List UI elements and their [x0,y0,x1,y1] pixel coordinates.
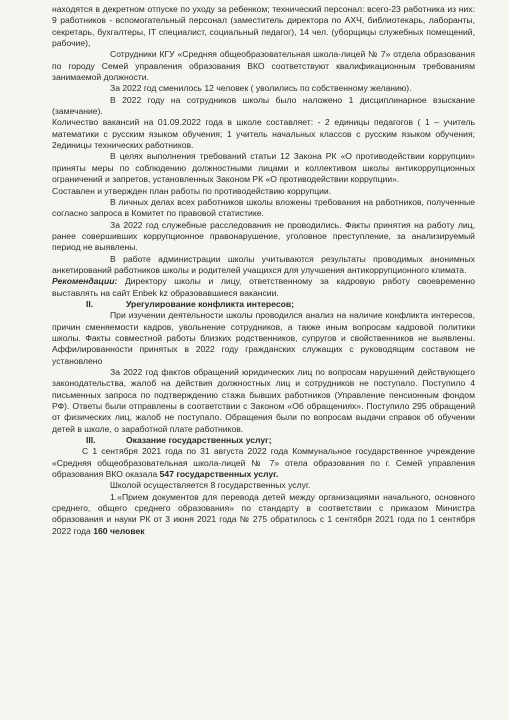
paragraph-conflict-analysis: При изучении деятельности школы проводился анализ на наличие конфликта интересов, причин сменяемости кадров, увольнение сотрудников, а также иным вопросам кадровой политики школы. Факты совместной работы близких родственников, супругов и свойственников не выявлены. Аффилированности принятых в 2022 году гражданских служащих с руководящим составом не установлено [52,310,475,366]
service-1-text: 1.«Прием документов для перевода детей между организациями начального, основного среднего, общего среднего образования» по стандарту в соответствии с приказом Министра образования и науки РК от 3 июня 2021 года № 275 обратилось с 1 сентября 2021 года по 1 сентября 2022 года [52,491,475,536]
section-heading-services [52,435,475,446]
paragraph-vacancies: Количество вакансий на 01.09.2022 года в школе составляет: - 2 единицы педагогов ( 1 – учитель математики с русским языком обучения; 1 учитель начальных классов с русским языком обучения; 2единицы технических работников. [52,117,475,151]
recommendations-text: Директору школы и лицу, ответственному за кадровую работу своевременно выставлять на сайт Enbek kz образовавшиеся вакансии. [52,276,475,298]
paragraph-qualification: Сотрудники КГУ «Средняя общеобразовательная школа-лицей № 7» отдела образования по городу Семей управления образования ВКО соответствуют квалификационным требованиям занимаемой должности. [52,49,475,83]
paragraph-anticorruption-measures: В целях выполнения требований статьи 12 Закона РК «О противодействии коррупции» приняты меры по соблюдению должностными лицами и коллективом школы антикоррупционных ограничений и запретов, установленных Законом РК «О противодействии коррупции». [52,151,475,185]
paragraph-discipline: В 2022 году на сотрудников школы было наложено 1 дисциплинарное взыскание (замечание). [52,94,475,117]
section-heading-conflict [52,299,475,310]
service-1-count: 160 человек [93,525,145,536]
paragraph-appeals: За 2022 год фактов обращений юридических лиц по вопросам нарушений действующего законодательства, жалоб на действия должностных лиц и сотрудников не поступало. Поступило 4 письменных запроса по подтверждению стажа бывших работников (Управление пенсионным фондом РФ). Ответы были отправлены в соответствии с Законом «Об обращениях». Поступило 295 обращений от физических лиц, жалоб не поступало. Обращения были по вопросам выдачи справок об обучении детей в школе, о заработной плате работников. [52,367,475,434]
section-title: Урегулирование конфликта интересов; [126,298,295,309]
recommendations-label: Рекомендации: [52,276,118,287]
paragraph-investigations: За 2022 год служебные расследования не проводились. Факты принятия на работу лиц, ранее совершивших коррупционное правонарушение, уголовное преступление, за анализируемый период не выявлены. [52,219,475,253]
paragraph-personal-files: В личных делах всех работников школы вложены требования на работников, полученные согласно запроса в Комитет по правовой статистике. [52,196,475,219]
paragraph-service-1 [52,492,475,537]
paragraph-surveys: В работе администрации школы учитываются результаты проводимых анонимных анкетирований работников школы и родителей учащихся для улучшения антикоррупционного климата. [52,253,475,275]
services-count-value: 547 государственных услуг. [159,469,279,480]
services-count-text: С 1 сентября 2021 года по 31 августа 2022 года Коммунальное государственное учреждение «Средняя общеобразовательная школа-лицей № 7» отела образования по г. Семей управления образования ВКО оказала [52,446,475,480]
section-number: II. [86,298,94,309]
paragraph-services-total: Школой осуществляется 8 государственных услуг. [110,480,311,491]
section-number: III. [86,435,96,446]
paragraph-turnover: За 2022 год сменилось 12 человек ( уволились по собственному желанию). [110,83,412,94]
paragraph-recommendations [52,276,475,299]
paragraph-services-count [52,446,475,480]
paragraph-plan: Составлен и утвержден план работы по противодействию коррупции. [52,185,332,196]
section-title: Оказание государственных услуг; [126,435,272,446]
paragraph-staff: находятся в декретном отпуске по уходу за ребенком; технический персонал: всего-23 работника из них: 9 работников - вспомогательный персонал (заместитель директора по АХЧ, библиотекарь, лаборанты, секретарь, бухгалтеры, IT специалист, социальный педагог), 14 чел. (уборщицы служебных помещений, рабочие), [52,4,475,49]
